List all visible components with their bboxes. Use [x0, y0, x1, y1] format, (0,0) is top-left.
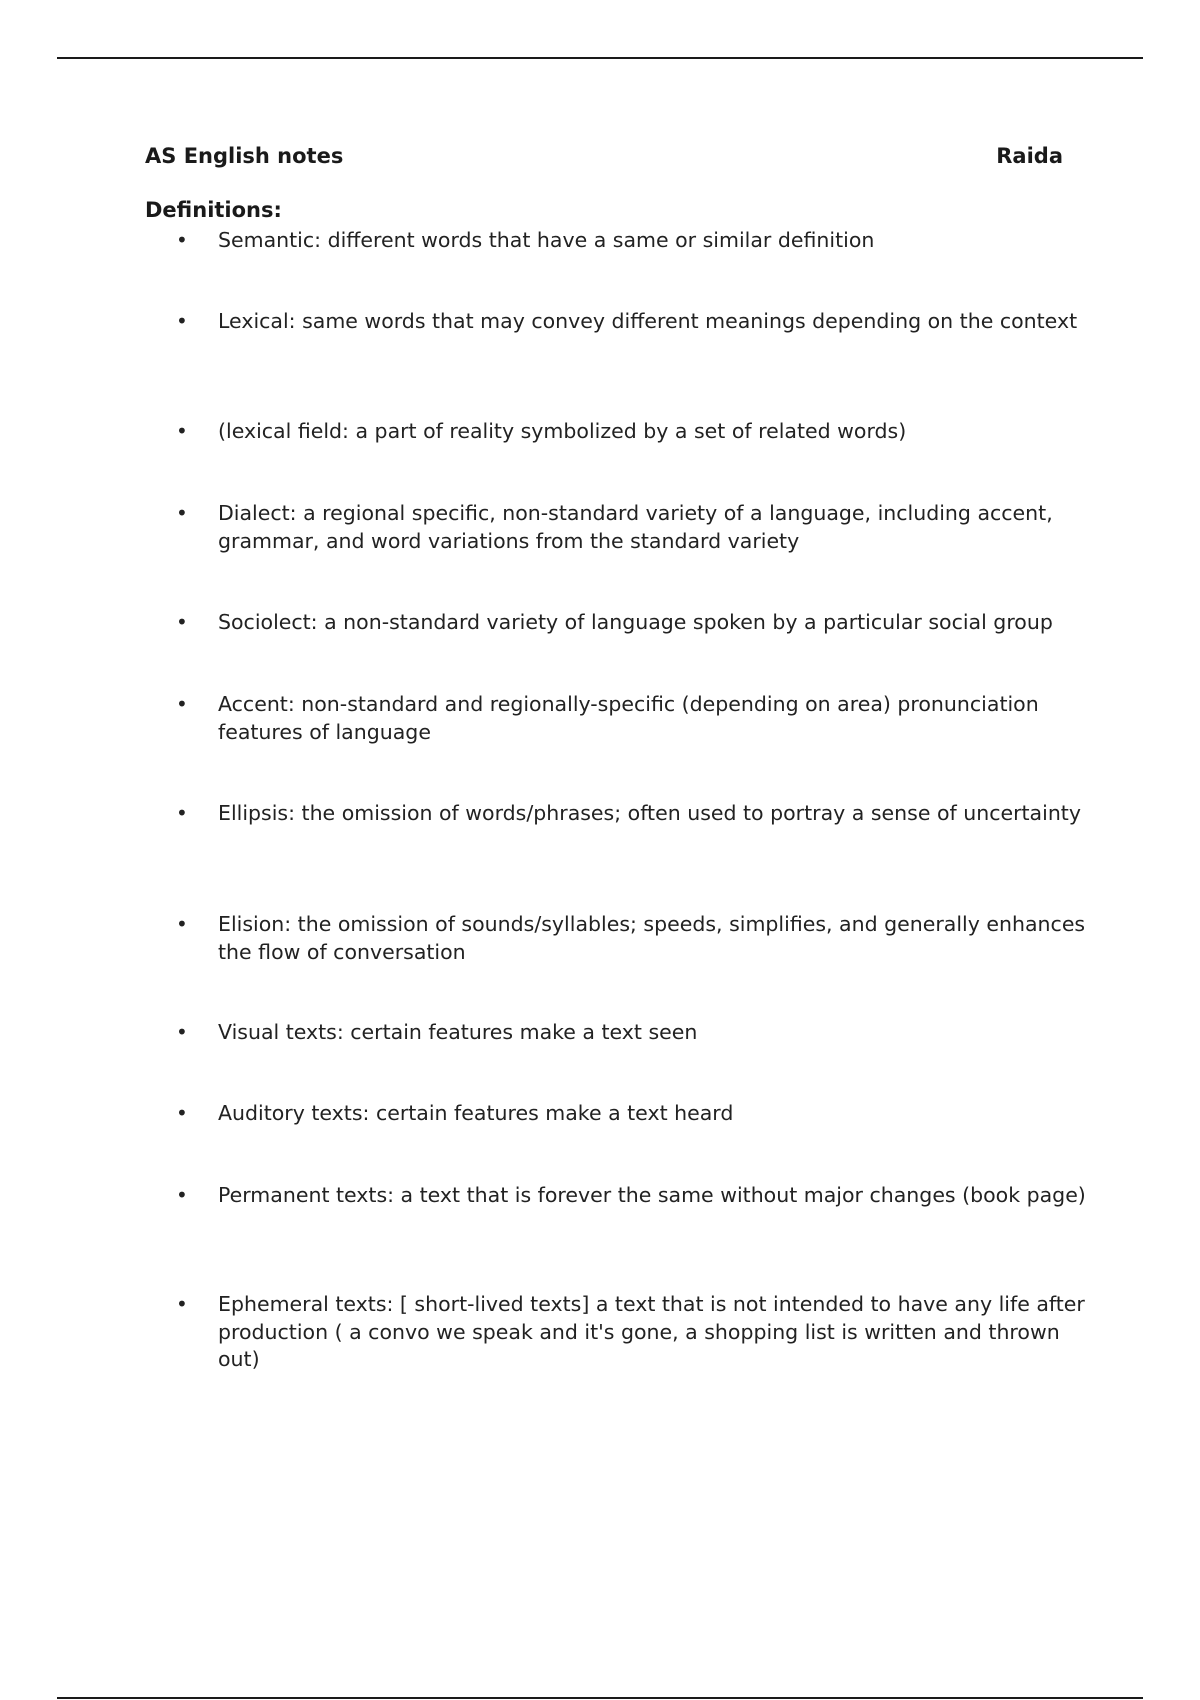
definition-text: Permanent texts: a text that is forever the same without major changes (book page) [218, 1183, 1086, 1207]
list-item [176, 1100, 1088, 1128]
list-item [176, 500, 1088, 555]
bullet: • [176, 912, 188, 936]
list-item [176, 418, 1088, 446]
list-item [176, 691, 1088, 746]
definition-text: Semantic: different words that have a same or similar definition [218, 228, 875, 252]
bullet: • [176, 1292, 188, 1316]
definition-text: Visual texts: certain features make a text seen [218, 1020, 698, 1044]
definition-text: Lexical: same words that may convey different meanings depending on the context [218, 309, 1078, 333]
definition-text: Elision: the omission of sounds/syllables; speeds, simplifies, and generally enhances the flow of conversation [218, 912, 1086, 964]
bullet: • [176, 309, 188, 333]
list-item [176, 308, 1088, 336]
bullet: • [176, 1101, 188, 1125]
definition-text: Auditory texts: certain features make a text heard [218, 1101, 734, 1125]
definition-text: Ellipsis: the omission of words/phrases; often used to portray a sense of uncertainty [218, 801, 1081, 825]
bullet: • [176, 419, 188, 443]
author-name: Raida [996, 144, 1063, 168]
list-item [176, 1019, 1088, 1047]
list-item [176, 609, 1088, 637]
document-title: AS English notes [145, 144, 344, 168]
bullet: • [176, 228, 188, 252]
list-item [176, 911, 1088, 966]
definition-text: Accent: non-standard and regionally-specific (depending on area) pronunciation features of language [218, 692, 1039, 744]
bottom-rule [57, 1697, 1143, 1699]
definition-text: (lexical field: a part of reality symbolized by a set of related words) [218, 419, 907, 443]
section-heading: Definitions: [145, 198, 282, 222]
bullet: • [176, 801, 188, 825]
bullet: • [176, 501, 188, 525]
list-item [176, 800, 1088, 828]
bullet: • [176, 1020, 188, 1044]
list-item [176, 227, 1088, 255]
definition-text: Dialect: a regional specific, non-standard variety of a language, including accent, grammar, and word variations from the standard variety [218, 501, 1053, 553]
list-item [176, 1291, 1088, 1374]
bullet: • [176, 1183, 188, 1207]
bullet: • [176, 692, 188, 716]
definition-text: Sociolect: a non-standard variety of language spoken by a particular social group [218, 610, 1053, 634]
bullet: • [176, 610, 188, 634]
definition-text: Ephemeral texts: [ short-lived texts] a text that is not intended to have any life after production ( a convo we speak and it's gone, a shopping list is written and thrown out) [218, 1292, 1085, 1371]
list-item [176, 1182, 1088, 1210]
